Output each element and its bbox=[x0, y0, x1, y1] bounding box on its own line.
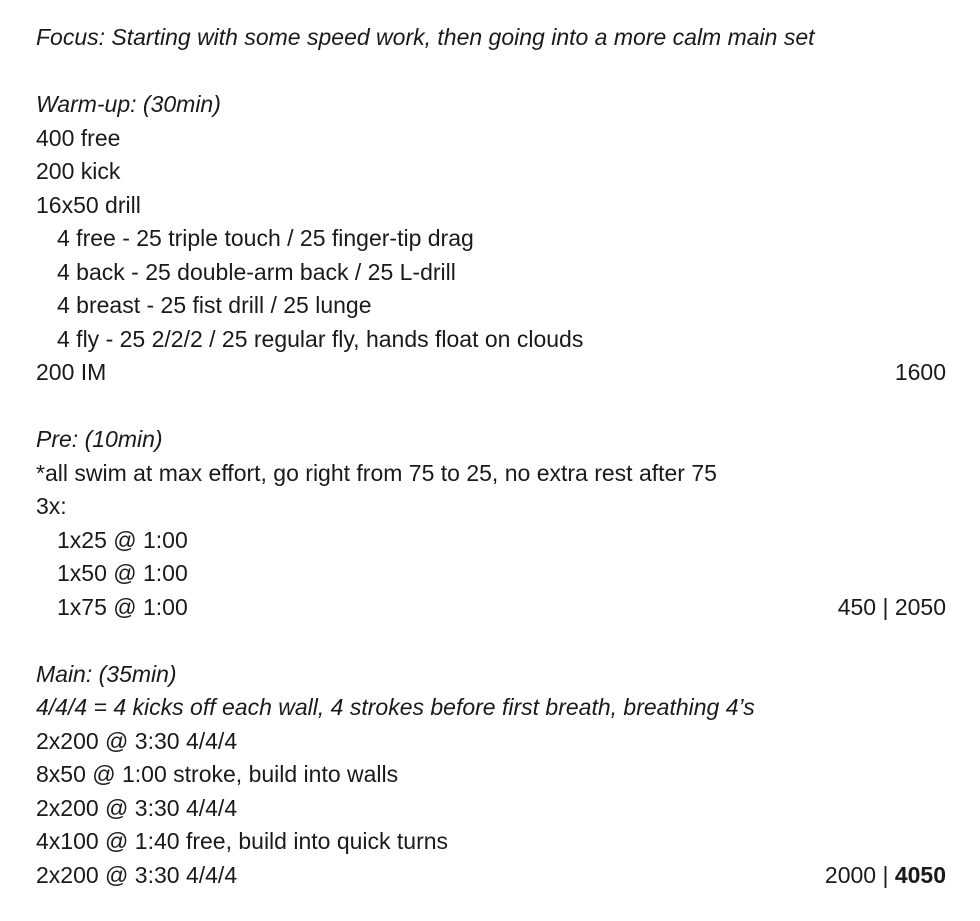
main-line: 4x100 @ 1:40 free, build into quick turns bbox=[36, 828, 449, 854]
pre-rounds: 3x: bbox=[36, 493, 67, 519]
warmup-drill-line: 4 fly - 25 2/2/2 / 25 regular fly, hands float on clouds bbox=[57, 325, 584, 352]
spacer bbox=[36, 55, 946, 89]
pre-item: 1x25 @ 1:00 bbox=[57, 526, 188, 553]
focus-line: Focus: Starting with some speed work, then going into a more calm main set bbox=[36, 24, 815, 50]
main-line: 8x50 @ 1:00 stroke, build into walls bbox=[36, 761, 399, 787]
pre-heading: Pre: (10min) bbox=[36, 426, 163, 452]
warmup-total: 1600 bbox=[894, 359, 946, 385]
main-line: 2x200 @ 3:30 4/4/4 bbox=[36, 861, 238, 888]
spacer bbox=[36, 390, 946, 424]
warmup-heading: Warm-up: (30min) bbox=[36, 91, 221, 117]
main-heading: Main: (35min) bbox=[36, 660, 177, 687]
warmup-line: 400 free bbox=[36, 124, 121, 151]
pre-note: *all swim at max effort, go right from 75 to 25, no extra rest after 75 bbox=[36, 459, 717, 486]
spacer bbox=[36, 624, 946, 658]
main-line: 2x200 @ 3:30 4/4/4 bbox=[36, 794, 238, 821]
pre-total: 450 | 2050 bbox=[837, 593, 946, 620]
main-line: 2x200 @ 3:30 4/4/4 bbox=[36, 727, 238, 754]
pre-item: 1x75 @ 1:00 bbox=[57, 593, 188, 620]
main-note: 4/4/4 = 4 kicks off each wall, 4 strokes before first breath, breathing 4’s bbox=[36, 694, 755, 720]
workout-document bbox=[36, 21, 946, 892]
warmup-line: 16x50 drill bbox=[36, 191, 141, 218]
warmup-line: 200 kick bbox=[36, 158, 121, 184]
pre-item: 1x50 @ 1:00 bbox=[57, 560, 188, 586]
main-last-row bbox=[36, 859, 946, 893]
main-total-bold: 4050 bbox=[894, 861, 946, 888]
warmup-drill-line: 4 breast - 25 fist drill / 25 lunge bbox=[57, 292, 372, 318]
warmup-last-line: 200 IM bbox=[36, 359, 107, 385]
warmup-drill-line: 4 free - 25 triple touch / 25 finger-tip drag bbox=[57, 225, 474, 251]
warmup-last-row bbox=[36, 356, 946, 390]
pre-last-row bbox=[36, 591, 946, 625]
main-total bbox=[825, 859, 946, 893]
main-total-prefix: 2000 | bbox=[824, 861, 895, 888]
warmup-drill-line: 4 back - 25 double-arm back / 25 L-drill bbox=[57, 258, 456, 285]
